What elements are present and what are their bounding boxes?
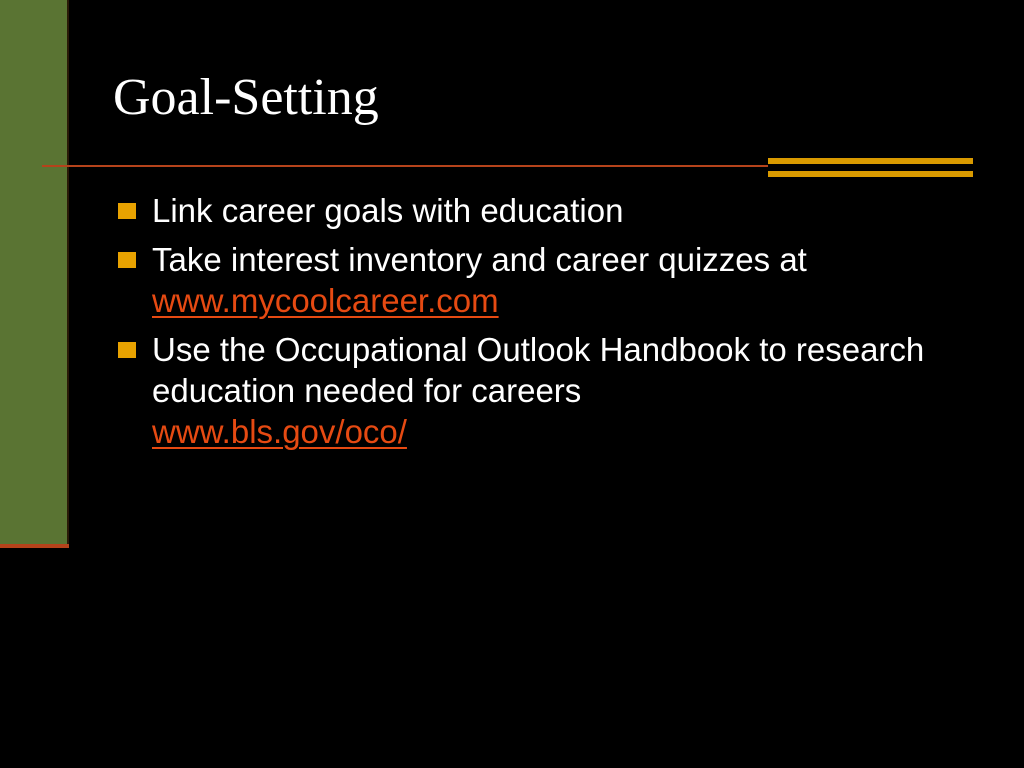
square-bullet-icon (118, 203, 136, 219)
square-bullet-icon (118, 252, 136, 268)
bls-oco-link[interactable]: www.bls.gov/oco/ (152, 413, 407, 450)
mycoolcareer-link[interactable]: www.mycoolcareer.com (152, 282, 499, 319)
bullet-item-3 (116, 329, 976, 452)
left-bar-bottom-accent (0, 544, 69, 548)
accent-bar-top (768, 158, 973, 164)
slide-title: Goal-Setting (113, 69, 379, 126)
bullet-item-2 (116, 239, 976, 321)
bullet-list (116, 190, 976, 460)
bullet-text: Link career goals with education (152, 192, 624, 229)
title-divider-line (42, 165, 768, 167)
bullet-text: Use the Occupational Outlook Handbook to research education needed for careers (152, 331, 925, 409)
bullet-text: Take interest inventory and career quizzes at (152, 241, 807, 278)
left-bar-edge (67, 0, 69, 548)
square-bullet-icon (118, 342, 136, 358)
left-decorative-bar (0, 0, 67, 546)
accent-bar-bottom (768, 171, 973, 177)
bullet-item-1 (116, 190, 976, 231)
